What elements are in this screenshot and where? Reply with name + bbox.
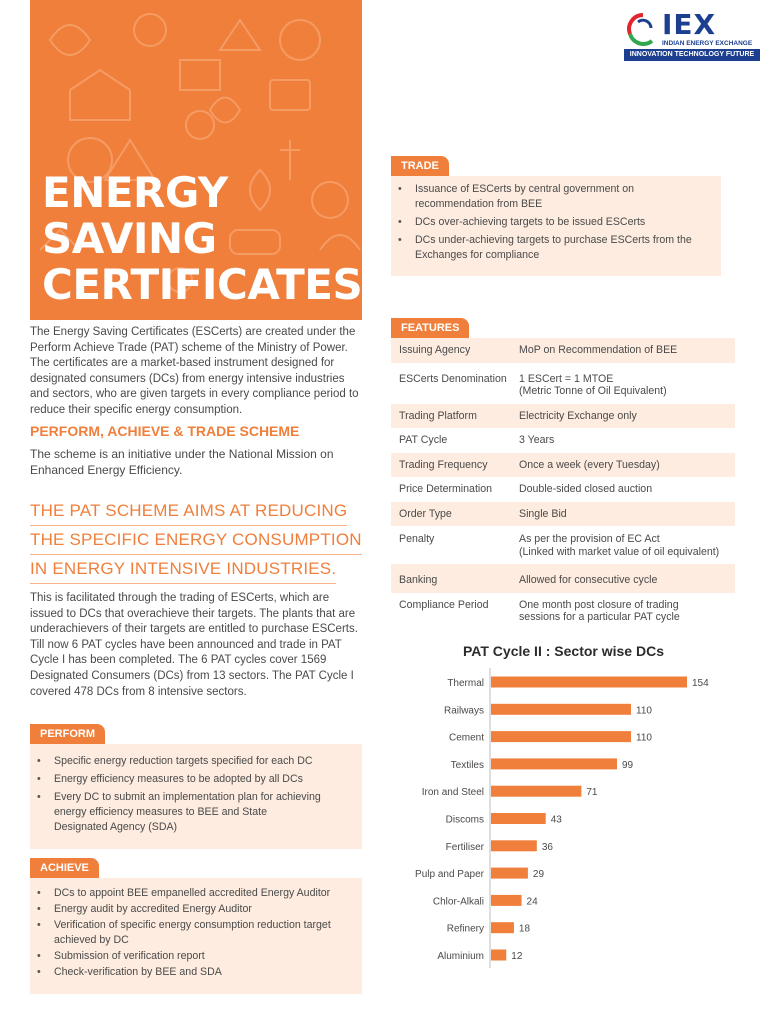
category-label: Chlor-Alkali	[432, 896, 484, 908]
data-label: 24	[526, 896, 538, 908]
list-item: • Every DC to submit an implementation plan for achieving energy efficiency measures to BEE and State Designated Agency (SDA)	[30, 790, 362, 835]
hero-title-line: ENERGY	[42, 168, 228, 217]
feature-value-line: Double-sided closed auction	[519, 483, 653, 495]
bar	[491, 868, 528, 879]
aim-line: THE PAT SCHEME AIMS AT REDUCING	[30, 497, 347, 526]
category-label: Aluminium	[437, 951, 484, 962]
aim-line: IN ENERGY INTENSIVE INDUSTRIES.	[30, 555, 336, 584]
feature-key: PAT Cycle	[399, 434, 448, 446]
feature-key: Compliance Period	[399, 598, 489, 611]
iex-logo	[624, 8, 760, 62]
feature-value-line: (Metric Tonne of Oil Equivalent)	[519, 385, 667, 397]
chart-title: PAT Cycle II : Sector wise DCs	[463, 643, 664, 659]
feature-value	[511, 428, 735, 453]
feature-value	[511, 453, 735, 478]
data-label: 110	[636, 705, 652, 717]
feature-value	[511, 404, 735, 429]
feature-key: Order Type	[399, 507, 452, 520]
data-label: 154	[692, 678, 709, 689]
hero-title-line: SAVING	[42, 214, 217, 263]
feature-key: Penalty	[399, 533, 435, 545]
data-label: 29	[532, 869, 545, 881]
list-item: • Energy audit by accredited Energy Auditor	[30, 902, 362, 917]
data-label: 99	[622, 759, 634, 771]
feature-value	[511, 593, 735, 630]
bar	[491, 786, 581, 797]
table-row	[391, 453, 735, 478]
feature-value-line: 3 Years	[519, 434, 555, 446]
data-label: 36	[541, 841, 553, 853]
list-item: • Verification of specific energy consumption reduction target achieved by DC	[30, 918, 362, 948]
feature-key: Trading Frequency	[399, 458, 488, 471]
logo-subtitle: INDIAN ENERGY EXCHANGE	[662, 40, 753, 47]
bar	[491, 895, 522, 906]
trade-tag: TRADE	[391, 156, 449, 176]
category-label: Fertiliser	[445, 841, 484, 853]
bar	[491, 950, 506, 961]
facilitation-paragraph: This is facilitated through the trading of ESCerts, which are issued to DCs that overachieve their targets. The plants that are underachievers of their targets are entitled to purchase ESCerts. Till now 6 PAT cycles have been announced and trade in PAT Cycle I has been completed. The 6 PAT cycles cover 1569 Designated Consumers (DCs) from 13 sectors. The PAT Cycle I covered 478 DCs from 8 intensive sectors.	[30, 592, 358, 698]
table-row	[391, 564, 735, 593]
feature-key: Issuing Agency	[399, 344, 471, 356]
list-item: • DCs over-achieving targets to be issued ESCerts	[391, 215, 721, 230]
bar	[491, 813, 546, 824]
feature-key: Trading Platform	[399, 409, 477, 422]
perform-tag: PERFORM	[30, 724, 105, 744]
achieve-list	[30, 886, 362, 980]
bar	[491, 922, 514, 933]
data-label: 110	[636, 732, 652, 744]
table-row	[391, 526, 735, 564]
feature-value	[511, 338, 735, 363]
table-row	[391, 363, 735, 404]
feature-value	[511, 564, 735, 593]
list-item: • Specific energy reduction targets specified for each DC	[30, 754, 362, 769]
feature-value-line: Allowed for consecutive cycle	[519, 574, 658, 586]
features-table	[391, 338, 735, 630]
trade-box	[391, 176, 721, 276]
trade-list	[391, 182, 721, 263]
feature-value-line: 1 ESCert = 1 MTOE	[519, 372, 614, 385]
feature-value	[511, 363, 735, 404]
category-label: Cement	[448, 732, 484, 744]
table-row	[391, 404, 735, 429]
list-item: • Check-verification by BEE and SDA	[30, 965, 362, 980]
achieve-box	[30, 878, 362, 994]
bar	[491, 704, 631, 715]
category-label: Textiles	[450, 759, 484, 771]
feature-value-line: As per the provision of EC Act	[519, 533, 660, 545]
feature-value-line: MoP on Recommendation of BEE	[519, 344, 678, 356]
bar	[491, 731, 631, 742]
feature-value-line: Once a week (every Tuesday)	[519, 458, 660, 471]
data-label: 43	[550, 814, 562, 826]
data-label: 71	[586, 787, 598, 799]
features-tag: FEATURES	[391, 318, 469, 338]
category-label: Discoms	[445, 814, 484, 826]
feature-value-line: sessions for a particular PAT cycle	[519, 611, 680, 623]
list-item: • Submission of verification report	[30, 949, 362, 964]
mission-text: The scheme is an initiative under the National Mission on Enhanced Energy Efficiency.	[30, 447, 334, 477]
table-row	[391, 338, 735, 363]
category-label: Refinery	[446, 923, 484, 935]
perform-list	[30, 754, 362, 835]
category-label: Railways	[443, 705, 484, 717]
feature-value	[511, 477, 735, 502]
bar	[491, 758, 617, 769]
data-label: 12	[511, 951, 523, 962]
feature-value-line: (Linked with market value of oil equivalent)	[519, 545, 720, 558]
feature-value	[511, 502, 735, 527]
category-label: Thermal	[447, 678, 484, 689]
sector-bar-chart	[400, 668, 730, 968]
aim-statement	[30, 497, 370, 584]
perform-box	[30, 744, 362, 849]
logo-wordmark: IEX	[662, 8, 717, 41]
feature-value-line: Electricity Exchange only	[519, 409, 637, 422]
feature-key: ESCerts Denomination	[399, 372, 507, 385]
hero-title-line: CERTIFICATES	[42, 260, 362, 309]
logo-tagline: INNOVATION TECHNOLOGY FUTURE	[624, 49, 760, 61]
feature-value-line: Single Bid	[519, 507, 567, 520]
bar	[491, 840, 537, 851]
hero-banner	[30, 0, 362, 320]
list-item: • Issuance of ESCerts by central government on recommendation from BEE	[391, 182, 721, 212]
list-item: • DCs to appoint BEE empanelled accredited Energy Auditor	[30, 886, 362, 901]
pat-heading: PERFORM, ACHIEVE & TRADE SCHEME	[30, 423, 300, 439]
category-label: Iron and Steel	[421, 787, 484, 799]
table-row	[391, 593, 735, 630]
list-item: • DCs under-achieving targets to purchase ESCerts from the Exchanges for compliance	[391, 233, 721, 263]
table-row	[391, 502, 735, 527]
feature-value-line: One month post closure of trading	[519, 598, 679, 611]
feature-value	[511, 526, 735, 564]
aim-line: THE SPECIFIC ENERGY CONSUMPTION	[30, 526, 362, 555]
feature-key: Banking	[399, 574, 438, 586]
category-label: Pulp and Paper	[415, 869, 484, 881]
achieve-tag: ACHIEVE	[30, 858, 99, 878]
intro-paragraph: The Energy Saving Certificates (ESCerts) are created under the Perform Achieve Trade (PAT) scheme of the Ministry of Power. The certificates are a market-based instrument designed for designated consumers (DCs) from energy intensive industries and sectors, who are given targets in every compliance period to reduce their specific energy consumption.	[30, 326, 359, 416]
table-row	[391, 428, 735, 453]
feature-key: Price Determination	[399, 483, 493, 495]
iex-swirl-icon	[626, 12, 660, 46]
data-label: 18	[518, 923, 531, 935]
table-row	[391, 477, 735, 502]
hero-title	[42, 170, 362, 308]
bar	[491, 677, 687, 688]
list-item: • Energy efficiency measures to be adopted by all DCs	[30, 772, 362, 787]
